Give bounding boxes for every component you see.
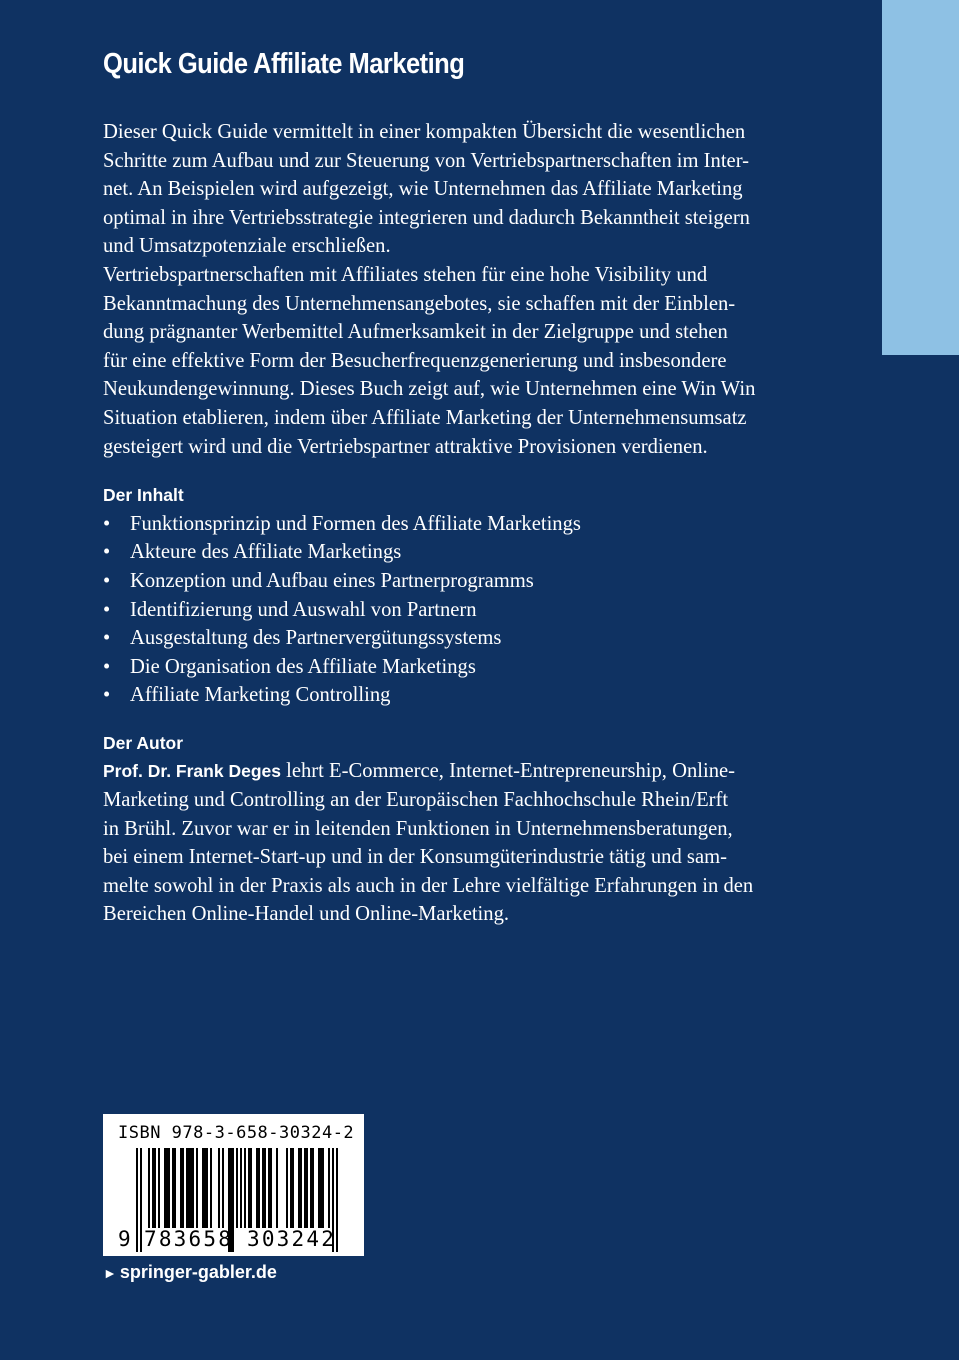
arrow-right-icon: ► <box>103 1265 117 1281</box>
intro-line: Dieser Quick Guide vermittelt in einer kompakten Übersicht die wesentlichen <box>103 121 746 143</box>
barcode-bar <box>148 1148 150 1228</box>
contents-item-label: Konzeption und Aufbau eines Partnerprogramms <box>130 569 534 592</box>
intro-line: net. An Beispielen wird aufgezeigt, wie Unternehmen das Affiliate Marketing <box>103 178 743 201</box>
author-line <box>103 757 816 786</box>
contents-item <box>103 567 816 596</box>
isbn-barcode <box>103 1114 364 1256</box>
intro-line: dung prägnanter Werbemittel Aufmerksamkeit in der Zielgruppe und stehen <box>103 321 728 344</box>
intro-line: Schritte zum Aufbau und zur Steuerung von Vertriebspartnerschaften im Inter- <box>103 149 749 172</box>
barcode-bar <box>320 1148 322 1228</box>
contents-item-label: Funktionsprinzip und Formen des Affiliate Marketings <box>130 512 581 535</box>
barcode-bar <box>304 1148 306 1228</box>
barcode-bar <box>180 1148 182 1228</box>
intro-line: Vertriebspartnerschaften mit Affiliates stehen für eine hohe Visibility und <box>103 263 708 286</box>
intro-text <box>103 118 816 461</box>
intro-line: Bekanntmachung des Unternehmensangebotes, sie schaffen mit der Einblen- <box>103 292 736 315</box>
barcode-bar <box>262 1148 264 1228</box>
barcode-bar <box>204 1148 206 1228</box>
back-cover-text <box>103 40 816 929</box>
barcode-bar <box>300 1148 302 1228</box>
author-line: Marketing und Controlling an der Europäischen Fachhochschule Rhein/Erft <box>103 789 729 812</box>
barcode-bar <box>286 1148 288 1228</box>
contents-item <box>103 681 816 710</box>
barcode-bar <box>190 1148 192 1228</box>
barcode-bar <box>222 1148 224 1228</box>
barcode-bar <box>236 1148 238 1228</box>
barcode-bar <box>264 1148 266 1228</box>
barcode-bar <box>240 1148 242 1228</box>
publisher-link[interactable] <box>103 1262 277 1283</box>
barcode-bar <box>270 1148 272 1228</box>
barcode-bar <box>318 1148 320 1228</box>
bullet-icon: • <box>103 684 111 707</box>
intro-line: und Umsatzpotenziale erschließen. <box>103 235 391 258</box>
contents-item <box>103 510 816 539</box>
contents-list <box>103 510 816 710</box>
barcode-bar <box>152 1148 154 1228</box>
contents-item-label: Identifizierung und Auswahl von Partnern <box>130 598 477 621</box>
bullet-icon: • <box>103 655 111 678</box>
contents-item-label: Die Organisation des Affiliate Marketings <box>130 655 476 678</box>
barcode-bar <box>202 1148 204 1228</box>
bullet-icon: • <box>103 541 111 564</box>
barcode-digits-left: 783658 <box>144 1227 234 1251</box>
bullet-icon: • <box>103 569 111 592</box>
barcode-bar <box>312 1148 314 1228</box>
bullet-icon: • <box>103 598 111 621</box>
barcode-bar <box>268 1148 270 1228</box>
author-line: melte sowohl in der Praxis als auch in der Lehre vielfältige Erfahrungen in den <box>103 874 754 897</box>
barcode-bar <box>166 1148 168 1228</box>
barcode-bar <box>256 1148 258 1228</box>
barcode-bar <box>136 1148 138 1252</box>
barcode-bar <box>182 1148 184 1228</box>
barcode-bar <box>258 1148 260 1228</box>
barcode-bar <box>322 1148 324 1228</box>
barcode-bar <box>276 1148 278 1228</box>
barcode-bar <box>196 1148 198 1228</box>
barcode-bar <box>218 1148 220 1228</box>
intro-line: für eine effektive Form der Besucherfrequenzgenerierung und insbesondere <box>103 349 727 372</box>
barcode-bar <box>158 1148 160 1228</box>
barcode-bar <box>290 1148 292 1228</box>
contents-item <box>103 538 816 567</box>
contents-item-label: Akteure des Affiliate Marketings <box>130 541 402 564</box>
intro-line: optimal in ihre Vertriebsstrategie integrieren und dadurch Bekanntheit steigern <box>103 206 750 229</box>
bullet-icon: • <box>103 512 111 535</box>
contents-item <box>103 624 816 653</box>
barcode-bar <box>154 1148 156 1228</box>
book-title: Quick Guide Affiliate Marketing <box>103 48 465 80</box>
barcode-bar <box>336 1148 338 1252</box>
barcode-bar <box>244 1148 246 1228</box>
barcode-bar <box>188 1148 190 1228</box>
isbn-number: ISBN 978-3-658-30324-2 <box>118 1123 355 1143</box>
contents-item <box>103 596 816 625</box>
side-color-tab <box>882 0 959 355</box>
barcode-bar <box>192 1148 194 1228</box>
author-line: in Brühl. Zuvor war er in leitenden Funktionen in Unternehmensberatungen, <box>103 817 733 840</box>
author-heading: Der Autor <box>103 732 184 753</box>
author-line: bei einem Internet-Start-up und in der Konsumgüterindustrie tätig und sam- <box>103 846 727 869</box>
contents-item-label: Affiliate Marketing Controlling <box>130 684 391 707</box>
barcode-bar <box>140 1148 142 1252</box>
intro-line: Neukundengewinnung. Dieses Buch zeigt auf, wie Unternehmen eine Win Win <box>103 378 756 401</box>
barcode-digit-lead: 9 <box>118 1227 131 1251</box>
barcode-bar <box>210 1148 212 1228</box>
barcode-bar <box>306 1148 308 1228</box>
barcode-bar <box>292 1148 294 1228</box>
barcode-bar <box>206 1148 208 1228</box>
contents-item-label: Ausgestaltung des Partnervergütungssystems <box>130 627 502 650</box>
author-name: Prof. Dr. Frank Deges <box>103 761 281 782</box>
barcode-bar <box>298 1148 300 1228</box>
bullet-icon: • <box>103 627 111 650</box>
barcode-bar <box>174 1148 176 1228</box>
intro-line: gesteigert wird und die Vertriebspartner attraktive Provisionen verdienen. <box>103 435 708 458</box>
intro-line: Situation etablieren, indem über Affiliate Marketing der Unternehmensumsatz <box>103 406 747 429</box>
contents-heading: Der Inhalt <box>103 485 184 506</box>
contents-item <box>103 653 816 682</box>
author-bio <box>103 757 816 929</box>
author-line: Bereichen Online-Handel und Online-Marketing. <box>103 903 510 926</box>
barcode-bar <box>250 1148 252 1228</box>
barcode-bar <box>186 1148 188 1228</box>
barcode-digits-right: 303242 <box>247 1227 337 1251</box>
barcode-bar <box>172 1148 174 1228</box>
barcode-bar <box>310 1148 312 1228</box>
author-line-rest: lehrt E-Commerce, Internet-Entrepreneurship, Online- <box>280 760 736 783</box>
barcode-bar <box>164 1148 166 1228</box>
barcode-bar <box>168 1148 170 1228</box>
barcode-bar <box>328 1148 330 1228</box>
publisher-url: springer-gabler.de <box>119 1262 277 1282</box>
barcode-bar <box>248 1148 250 1228</box>
